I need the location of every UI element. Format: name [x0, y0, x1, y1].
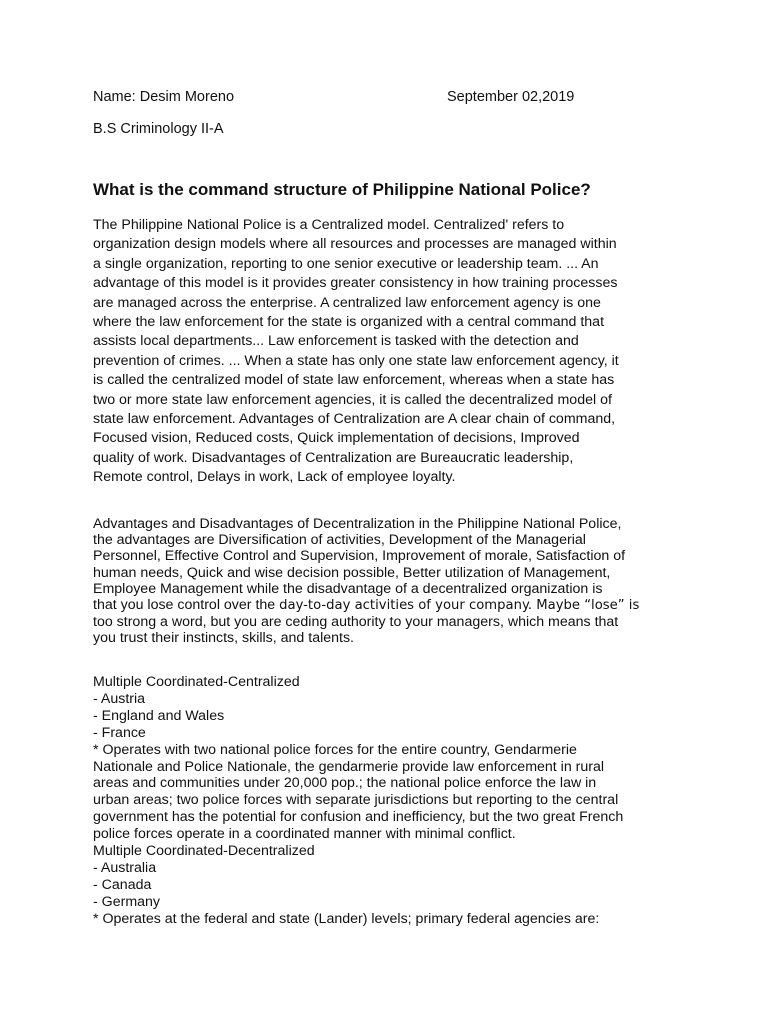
text-line: Personnel, Effective Control and Supervision, Improvement of morale, Satisfaction of: [93, 548, 626, 565]
text-line: areas and communities under 20,000 pop.; the national police enforce the law in: [93, 775, 597, 792]
text-styled: day-to-day activities of your company. Maybe “lose” is: [279, 598, 640, 614]
list-item: - Canada: [93, 876, 152, 893]
text-line: two or more state law enforcement agencies, it is called the decentralized model of: [93, 391, 612, 408]
list-item: - France: [93, 724, 146, 741]
list-item: - Germany: [93, 893, 161, 910]
course-section: B.S Criminology II-A: [93, 121, 224, 137]
text-line: Advantages and Disadvantages of Decentralization in the Philippine National Police,: [93, 516, 622, 532]
text-line: Employee Management while the disadvantage of a decentralized organization is: [93, 580, 603, 597]
document-title: What is the command structure of Philippine National Police?: [93, 180, 591, 199]
text-line: are managed across the enterprise. A centralized law enforcement agency is one: [93, 294, 601, 311]
list-item: - Australia: [93, 859, 157, 876]
text-line: you trust their instincts, skills, and talents.: [93, 630, 355, 647]
list-item: - Austria: [93, 690, 146, 707]
text-line: state law enforcement. Advantages of Centralization are A clear chain of command,: [93, 411, 616, 428]
text-line: the advantages are Diversification of activities, Development of the Managerial: [93, 532, 586, 549]
text-line: is called the centralized model of state law enforcement, whereas when a state has: [93, 372, 615, 389]
section-police-models: [93, 674, 623, 928]
paragraph-centralized-model: [93, 216, 619, 488]
text-line: police forces operate in a coordinated manner with minimal conflict.: [93, 826, 516, 843]
text-line: prevention of crimes. ... When a state has only one state law enforcement agency, it: [93, 352, 619, 369]
text-line: * Operates at the federal and state (Lander) levels; primary federal agencies are:: [93, 910, 600, 927]
text-line: Focused vision, Reduced costs, Quick implementation of decisions, Improved: [93, 430, 580, 447]
text-line: advantage of this model is it provides greater consistency in how training processes: [93, 275, 618, 292]
text-plain: that you lose control over the: [93, 597, 280, 614]
text-line: Nationale and Police Nationale, the gendarmerie provide law enforcement in rural: [93, 758, 605, 775]
text-line: quality of work. Disadvantages of Centralization are Bureaucratic leadership,: [93, 449, 574, 466]
paragraph-decentralization: [93, 516, 639, 647]
text-line-mixed: [93, 597, 639, 614]
section-heading: Multiple Coordinated-Centralized: [93, 674, 300, 690]
text-line: where the law enforcement for the state is organized with a central command that: [93, 314, 605, 331]
text-line: Remote control, Delays in work, Lack of employee loyalty.: [93, 469, 456, 486]
text-line: urban areas; two police forces with separate jurisdictions but reporting to the central: [93, 792, 619, 809]
text-line: assists local departments... Law enforcement is tasked with the detection and: [93, 333, 579, 350]
text-line: organization design models where all resources and processes are managed within: [93, 236, 617, 253]
submission-date: September 02,2019: [447, 89, 575, 105]
student-name: Name: Desim Moreno: [93, 89, 235, 105]
text-line: government has the potential for confusion and inefficiency, but the two great French: [93, 809, 624, 826]
text-line: a single organization, reporting to one senior executive or leadership team. ... An: [93, 255, 599, 272]
list-item: - England and Wales: [93, 707, 225, 724]
text-line: The Philippine National Police is a Centralized model. Centralized' refers to: [93, 217, 565, 233]
text-line: too strong a word, but you are ceding authority to your managers, which means that: [93, 614, 619, 631]
section-heading: Multiple Coordinated-Decentralized: [93, 843, 315, 860]
text-line: * Operates with two national police forces for the entire country, Gendarmerie: [93, 741, 577, 758]
text-line: human needs, Quick and wise decision possible, Better utilization of Management,: [93, 564, 611, 581]
